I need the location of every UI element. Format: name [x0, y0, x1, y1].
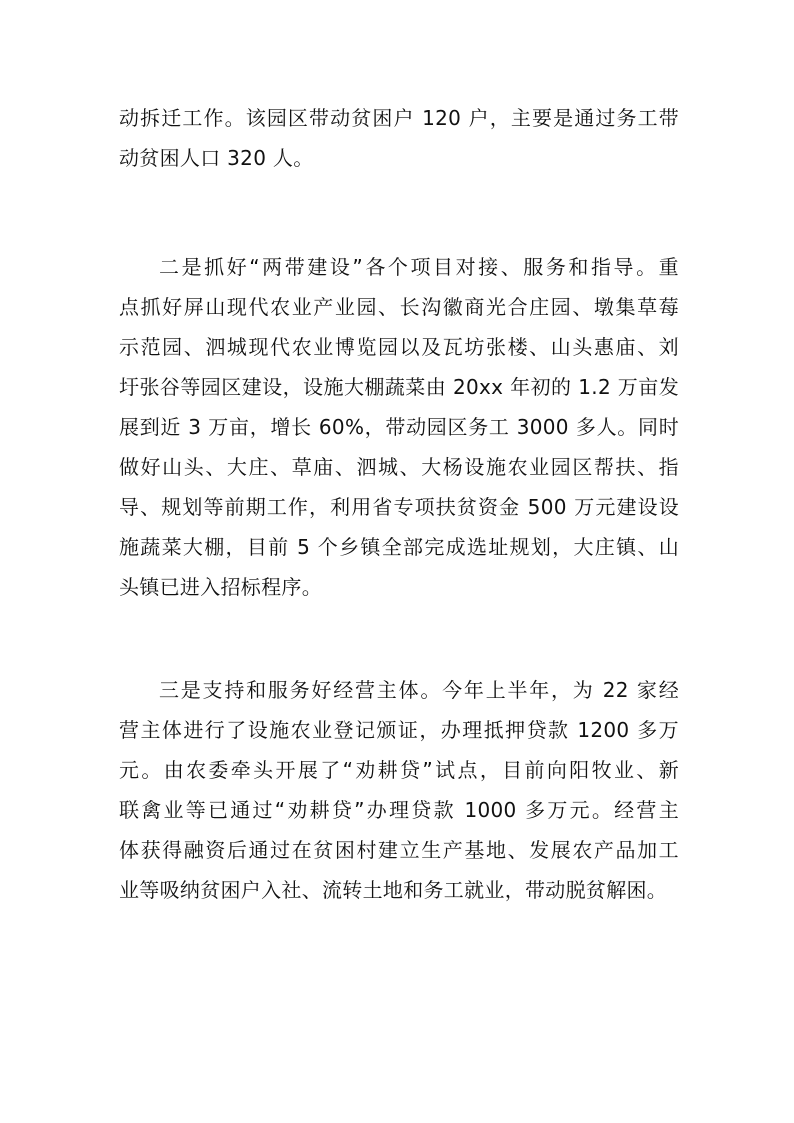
paragraph-line: 动贫困人口 320 人。 — [119, 146, 314, 170]
paragraph-line: 头镇已进入招标程序。 — [119, 575, 322, 599]
paragraph-line: 做好山头、大庄、草庙、泗城、大杨设施农业园区帮扶、指 — [119, 455, 679, 479]
paragraph-line: 三是支持和服务好经营主体。今年上半年，为 22 家经 — [159, 678, 679, 702]
paragraph-line: 施蔬菜大棚，目前 5 个乡镇全部完成选址规划，大庄镇、山 — [119, 535, 679, 559]
paragraph-line: 示范园、泗城现代农业博览园以及瓦坊张楼、山头惠庙、刘 — [119, 335, 679, 359]
paragraph-line: 业等吸纳贫困户入社、流转土地和务工就业，带动脱贫解困。 — [119, 878, 668, 902]
paragraph-line: 二是抓好“两带建设”各个项目对接、服务和指导。重 — [159, 255, 679, 279]
paragraph-line: 营主体进行了设施农业登记颁证，办理抵押贷款 1200 多万 — [119, 718, 679, 742]
paragraph-line: 导、规划等前期工作，利用省专项扶贫资金 500 万元建设设 — [119, 495, 679, 519]
paragraph-line: 圩张谷等园区建设，设施大棚蔬菜由 20xx 年初的 1.2 万亩发 — [119, 375, 679, 399]
paragraph-line: 联禽业等已通过“劝耕贷”办理贷款 1000 多万元。经营主 — [119, 798, 679, 822]
paragraph-1 — [119, 98, 679, 178]
paragraph-line: 元。由农委牵头开展了“劝耕贷”试点，目前向阳牧业、新 — [119, 758, 679, 782]
paragraph-line: 动拆迁工作。该园区带动贫困户 120 户，主要是通过务工带 — [119, 106, 679, 130]
paragraph-line: 点抓好屏山现代农业产业园、长沟徽商光合庄园、墩集草莓 — [119, 295, 679, 319]
paragraph-2 — [119, 247, 679, 607]
paragraph-line: 体获得融资后通过在贫困村建立生产基地、发展农产品加工 — [119, 838, 679, 862]
paragraph-3 — [119, 670, 679, 910]
paragraph-line: 展到近 3 万亩，增长 60%，带动园区务工 3000 多人。同时 — [119, 415, 679, 439]
